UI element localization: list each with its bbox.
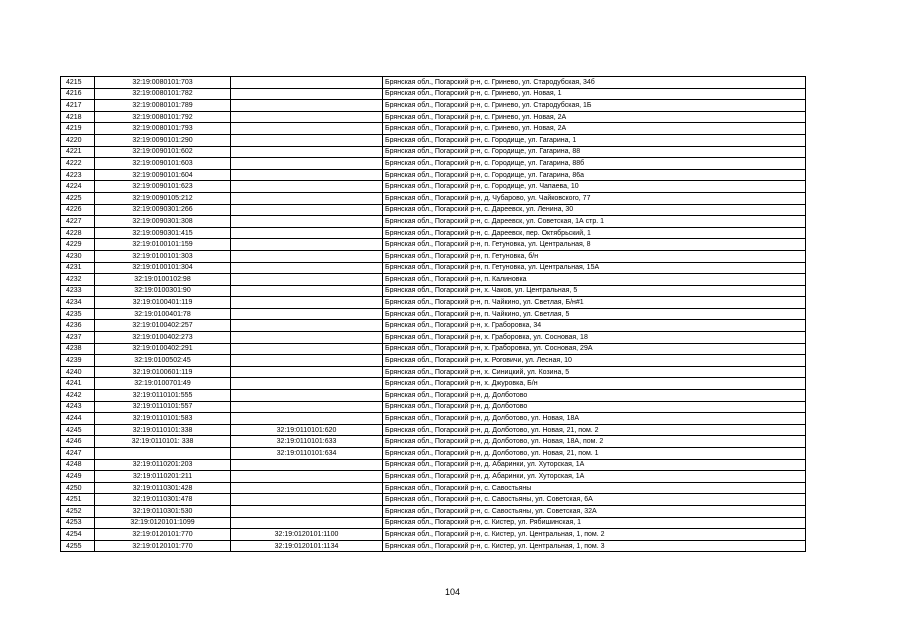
row-number-cell: 4253	[61, 517, 95, 529]
address-cell: Брянская обл., Погарский р-н, с. Городище, ул. Гагарина, 88б	[383, 158, 806, 170]
table-row	[61, 505, 806, 517]
cadastral-number-cell: 32:19:0110101:555	[95, 390, 231, 402]
row-number-cell: 4252	[61, 505, 95, 517]
table-row	[61, 355, 806, 367]
table-row	[61, 169, 806, 181]
cadastral-number-cell: 32:19:0100102:98	[95, 274, 231, 286]
table-row	[61, 192, 806, 204]
table-row	[61, 366, 806, 378]
table-row	[61, 448, 806, 460]
address-cell: Брянская обл., Погарский р-н, с. Дареевск, ул. Ленина, 30	[383, 204, 806, 216]
row-number-cell: 4223	[61, 169, 95, 181]
cadastral-number-cell: 32:19:0100101:304	[95, 262, 231, 274]
cadastral-number-cell: 32:19:0090101:602	[95, 146, 231, 158]
address-cell: Брянская обл., Погарский р-н, с. Городище, ул. Гагарина, 86а	[383, 169, 806, 181]
row-number-cell: 4234	[61, 297, 95, 309]
table-row	[61, 401, 806, 413]
page-number: 104	[444, 587, 461, 597]
row-number-cell: 4232	[61, 274, 95, 286]
row-number-cell: 4226	[61, 204, 95, 216]
second-cadastral-number-cell	[231, 134, 383, 146]
row-number-cell: 4255	[61, 540, 95, 552]
second-cadastral-number-cell	[231, 216, 383, 228]
row-number-cell: 4247	[61, 448, 95, 460]
row-number-cell: 4250	[61, 482, 95, 494]
cadastral-number-cell: 32:19:0080101:782	[95, 88, 231, 100]
second-cadastral-number-cell	[231, 517, 383, 529]
address-cell: Брянская обл., Погарский р-н, п. Гетуновка, ул. Центральная, 15А	[383, 262, 806, 274]
row-number-cell: 4241	[61, 378, 95, 390]
table-row	[61, 494, 806, 506]
cadastral-number-cell: 32:19:0090101:604	[95, 169, 231, 181]
row-number-cell: 4215	[61, 77, 95, 89]
second-cadastral-number-cell	[231, 413, 383, 425]
row-number-cell: 4237	[61, 332, 95, 344]
row-number-cell: 4225	[61, 192, 95, 204]
second-cadastral-number-cell	[231, 297, 383, 309]
second-cadastral-number-cell	[231, 505, 383, 517]
address-cell: Брянская обл., Погарский р-н, п. Гетуновка, ул. Центральная, 8	[383, 239, 806, 251]
table-row	[61, 216, 806, 228]
second-cadastral-number-cell	[231, 378, 383, 390]
address-cell: Брянская обл., Погарский р-н, с. Савостьяны, ул. Советская, 6А	[383, 494, 806, 506]
table-row	[61, 540, 806, 552]
address-cell: Брянская обл., Погарский р-н, х. Чаков, ул. Центральная, 5	[383, 285, 806, 297]
second-cadastral-number-cell	[231, 146, 383, 158]
table-row	[61, 413, 806, 425]
cadastral-number-cell	[95, 448, 231, 460]
second-cadastral-number-cell	[231, 482, 383, 494]
address-cell: Брянская обл., Погарский р-н, п. Чайкино, ул. Светлая, Б/н#1	[383, 297, 806, 309]
table-row	[61, 274, 806, 286]
address-cell: Брянская обл., Погарский р-н, с. Городище, ул. Гагарина, 88	[383, 146, 806, 158]
row-number-cell: 4239	[61, 355, 95, 367]
registry-table	[60, 76, 806, 552]
table-row	[61, 111, 806, 123]
table-row	[61, 181, 806, 193]
address-cell: Брянская обл., Погарский р-н, п. Чайкино, ул. Светлая, 5	[383, 308, 806, 320]
cadastral-number-cell: 32:19:0110101: 338	[95, 436, 231, 448]
cadastral-number-cell: 32:19:0100401:119	[95, 297, 231, 309]
second-cadastral-number-cell: 32:19:0120101:1100	[231, 529, 383, 541]
address-cell: Брянская обл., Погарский р-н, х. Роговичи, ул. Лесная, 10	[383, 355, 806, 367]
second-cadastral-number-cell	[231, 274, 383, 286]
cadastral-number-cell: 32:19:0120101:770	[95, 529, 231, 541]
table-row	[61, 146, 806, 158]
second-cadastral-number-cell: 32:19:0110101:633	[231, 436, 383, 448]
cadastral-number-cell: 32:19:0100101:303	[95, 250, 231, 262]
address-cell: Брянская обл., Погарский р-н, с. Кистер, ул. Центральная, 1, пом. 3	[383, 540, 806, 552]
second-cadastral-number-cell	[231, 308, 383, 320]
address-cell: Брянская обл., Погарский р-н, д. Долботово, ул. Новая, 21, пом. 2	[383, 424, 806, 436]
row-number-cell: 4235	[61, 308, 95, 320]
cadastral-number-cell: 32:19:0080101:703	[95, 77, 231, 89]
row-number-cell: 4222	[61, 158, 95, 170]
row-number-cell: 4229	[61, 239, 95, 251]
table-row	[61, 390, 806, 402]
cadastral-number-cell: 32:19:0110301:428	[95, 482, 231, 494]
table-row	[61, 471, 806, 483]
address-cell: Брянская обл., Погарский р-н, д. Долботово, ул. Новая, 18А	[383, 413, 806, 425]
cadastral-number-cell: 32:19:0080101:792	[95, 111, 231, 123]
row-number-cell: 4231	[61, 262, 95, 274]
second-cadastral-number-cell	[231, 459, 383, 471]
second-cadastral-number-cell	[231, 320, 383, 332]
cadastral-number-cell: 32:19:0100502:45	[95, 355, 231, 367]
second-cadastral-number-cell	[231, 366, 383, 378]
row-number-cell: 4248	[61, 459, 95, 471]
table-row	[61, 308, 806, 320]
row-number-cell: 4221	[61, 146, 95, 158]
second-cadastral-number-cell	[231, 332, 383, 344]
table-row	[61, 517, 806, 529]
table-row	[61, 123, 806, 135]
cadastral-number-cell: 32:19:0090301:415	[95, 227, 231, 239]
cadastral-number-cell: 32:19:0090101:290	[95, 134, 231, 146]
cadastral-number-cell: 32:19:0100101:159	[95, 239, 231, 251]
table-row	[61, 378, 806, 390]
address-cell: Брянская обл., Погарский р-н, х. Граборовка, ул. Сосновая, 29А	[383, 343, 806, 355]
second-cadastral-number-cell	[231, 250, 383, 262]
address-cell: Брянская обл., Погарский р-н, с. Гринево, ул. Новая, 2А	[383, 111, 806, 123]
address-cell: Брянская обл., Погарский р-н, с. Дареевск, ул. Советская, 1А стр. 1	[383, 216, 806, 228]
address-cell: Брянская обл., Погарский р-н, с. Городище, ул. Чапаева, 10	[383, 181, 806, 193]
address-cell: Брянская обл., Погарский р-н, д. Абаринки, ул. Хуторская, 1А	[383, 471, 806, 483]
table-row	[61, 250, 806, 262]
table-row	[61, 227, 806, 239]
address-cell: Брянская обл., Погарский р-н, х. Джуровка, Б/н	[383, 378, 806, 390]
second-cadastral-number-cell	[231, 262, 383, 274]
cadastral-number-cell: 32:19:0100701:49	[95, 378, 231, 390]
row-number-cell: 4216	[61, 88, 95, 100]
second-cadastral-number-cell	[231, 494, 383, 506]
table-row	[61, 100, 806, 112]
cadastral-number-cell: 32:19:0080101:789	[95, 100, 231, 112]
second-cadastral-number-cell: 32:19:0110101:620	[231, 424, 383, 436]
second-cadastral-number-cell: 32:19:0110101:634	[231, 448, 383, 460]
table-row	[61, 77, 806, 89]
address-cell: Брянская обл., Погарский р-н, с. Кистер, ул. Центральная, 1, пом. 2	[383, 529, 806, 541]
row-number-cell: 4244	[61, 413, 95, 425]
second-cadastral-number-cell	[231, 100, 383, 112]
cadastral-number-cell: 32:19:0110101:338	[95, 424, 231, 436]
cadastral-number-cell: 32:19:0110101:557	[95, 401, 231, 413]
row-number-cell: 4227	[61, 216, 95, 228]
table-row	[61, 459, 806, 471]
second-cadastral-number-cell	[231, 227, 383, 239]
second-cadastral-number-cell	[231, 285, 383, 297]
table-row	[61, 343, 806, 355]
address-cell: Брянская обл., Погарский р-н, с. Дареевск, пер. Октябрьский, 1	[383, 227, 806, 239]
address-cell: Брянская обл., Погарский р-н, д. Долботово	[383, 390, 806, 402]
row-number-cell: 4228	[61, 227, 95, 239]
second-cadastral-number-cell	[231, 355, 383, 367]
cadastral-number-cell: 32:19:0120101:770	[95, 540, 231, 552]
second-cadastral-number-cell	[231, 88, 383, 100]
address-cell: Брянская обл., Погарский р-н, с. Гринево, ул. Новая, 1	[383, 88, 806, 100]
address-cell: Брянская обл., Погарский р-н, с. Гринево, ул. Новая, 2А	[383, 123, 806, 135]
table-row	[61, 204, 806, 216]
second-cadastral-number-cell	[231, 471, 383, 483]
cadastral-number-cell: 32:19:0090301:266	[95, 204, 231, 216]
row-number-cell: 4254	[61, 529, 95, 541]
cadastral-number-cell: 32:19:0100401:78	[95, 308, 231, 320]
address-cell: Брянская обл., Погарский р-н, д. Долботово, ул. Новая, 21, пом. 1	[383, 448, 806, 460]
address-cell: Брянская обл., Погарский р-н, д. Чубарово, ул. Чайковского, 77	[383, 192, 806, 204]
row-number-cell: 4240	[61, 366, 95, 378]
table-row	[61, 239, 806, 251]
table-row	[61, 529, 806, 541]
table-row	[61, 262, 806, 274]
second-cadastral-number-cell	[231, 192, 383, 204]
table-row	[61, 285, 806, 297]
address-cell: Брянская обл., Погарский р-н, с. Савостьяны	[383, 482, 806, 494]
row-number-cell: 4245	[61, 424, 95, 436]
second-cadastral-number-cell	[231, 390, 383, 402]
second-cadastral-number-cell	[231, 181, 383, 193]
row-number-cell: 4249	[61, 471, 95, 483]
cadastral-number-cell: 32:19:0100402:273	[95, 332, 231, 344]
second-cadastral-number-cell	[231, 111, 383, 123]
row-number-cell: 4251	[61, 494, 95, 506]
address-cell: Брянская обл., Погарский р-н, с. Кистер, ул. Рябишинская, 1	[383, 517, 806, 529]
cadastral-number-cell: 32:19:0090301:308	[95, 216, 231, 228]
cadastral-number-cell: 32:19:0110201:203	[95, 459, 231, 471]
address-cell: Брянская обл., Погарский р-н, с. Гринево, ул. Стародубская, 1Б	[383, 100, 806, 112]
cadastral-number-cell: 32:19:0110101:583	[95, 413, 231, 425]
row-number-cell: 4224	[61, 181, 95, 193]
address-cell: Брянская обл., Погарский р-н, х. Граборовка, ул. Сосновая, 18	[383, 332, 806, 344]
table-row	[61, 88, 806, 100]
cadastral-number-cell: 32:19:0110201:211	[95, 471, 231, 483]
cadastral-number-cell: 32:19:0110301:478	[95, 494, 231, 506]
table-row	[61, 134, 806, 146]
row-number-cell: 4242	[61, 390, 95, 402]
table-row	[61, 436, 806, 448]
table-row	[61, 424, 806, 436]
row-number-cell: 4217	[61, 100, 95, 112]
second-cadastral-number-cell	[231, 343, 383, 355]
registry-table-body	[61, 77, 806, 552]
address-cell: Брянская обл., Погарский р-н, х. Синицкий, ул. Козина, 5	[383, 366, 806, 378]
cadastral-number-cell: 32:19:0090105:212	[95, 192, 231, 204]
address-cell: Брянская обл., Погарский р-н, х. Граборовка, 34	[383, 320, 806, 332]
cadastral-number-cell: 32:19:0090101:603	[95, 158, 231, 170]
address-cell: Брянская обл., Погарский р-н, с. Савостьяны, ул. Советская, 32А	[383, 505, 806, 517]
row-number-cell: 4220	[61, 134, 95, 146]
table-row	[61, 482, 806, 494]
address-cell: Брянская обл., Погарский р-н, с. Городище, ул. Гагарина, 1	[383, 134, 806, 146]
address-cell: Брянская обл., Погарский р-н, д. Долботово, ул. Новая, 18А, пом. 2	[383, 436, 806, 448]
second-cadastral-number-cell	[231, 401, 383, 413]
row-number-cell: 4238	[61, 343, 95, 355]
row-number-cell: 4236	[61, 320, 95, 332]
address-cell: Брянская обл., Погарский р-н, д. Абаринки, ул. Хуторская, 1А	[383, 459, 806, 471]
cadastral-number-cell: 32:19:0100301:90	[95, 285, 231, 297]
cadastral-number-cell: 32:19:0080101:793	[95, 123, 231, 135]
second-cadastral-number-cell	[231, 204, 383, 216]
row-number-cell: 4219	[61, 123, 95, 135]
row-number-cell: 4243	[61, 401, 95, 413]
second-cadastral-number-cell	[231, 239, 383, 251]
address-cell: Брянская обл., Погарский р-н, п. Калиновка	[383, 274, 806, 286]
second-cadastral-number-cell: 32:19:0120101:1134	[231, 540, 383, 552]
address-cell: Брянская обл., Погарский р-н, с. Гринево, ул. Стародубская, 34б	[383, 77, 806, 89]
cadastral-number-cell: 32:19:0100601:119	[95, 366, 231, 378]
table-row	[61, 332, 806, 344]
second-cadastral-number-cell	[231, 169, 383, 181]
second-cadastral-number-cell	[231, 158, 383, 170]
row-number-cell: 4218	[61, 111, 95, 123]
cadastral-number-cell: 32:19:0120101:1099	[95, 517, 231, 529]
address-cell: Брянская обл., Погарский р-н, д. Долботово	[383, 401, 806, 413]
row-number-cell: 4230	[61, 250, 95, 262]
row-number-cell: 4246	[61, 436, 95, 448]
row-number-cell: 4233	[61, 285, 95, 297]
address-cell: Брянская обл., Погарский р-н, п. Гетуновка, б/н	[383, 250, 806, 262]
cadastral-number-cell: 32:19:0090101:623	[95, 181, 231, 193]
cadastral-number-cell: 32:19:0100402:291	[95, 343, 231, 355]
cadastral-number-cell: 32:19:0100402:257	[95, 320, 231, 332]
table-row	[61, 158, 806, 170]
cadastral-number-cell: 32:19:0110301:530	[95, 505, 231, 517]
second-cadastral-number-cell	[231, 77, 383, 89]
table-row	[61, 320, 806, 332]
second-cadastral-number-cell	[231, 123, 383, 135]
table-row	[61, 297, 806, 309]
